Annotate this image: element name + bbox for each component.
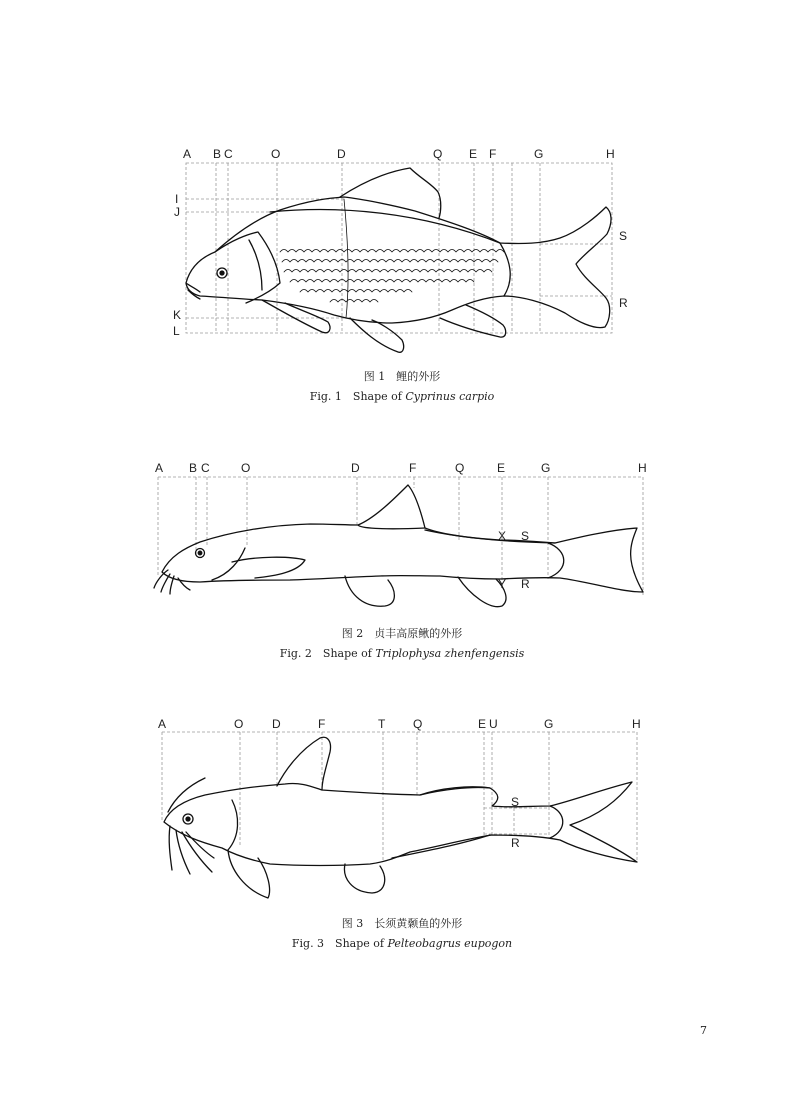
fig1-label-A: A	[183, 147, 192, 161]
fig2-measure-grid	[158, 477, 643, 595]
fig3-label-G: G	[544, 717, 554, 731]
fig2-label-F: F	[409, 461, 417, 475]
fig3-label-A: A	[158, 717, 167, 731]
fig3-label-T: T	[378, 717, 386, 731]
fig2-label-Q: Q	[455, 461, 465, 475]
catfish-pelvic-fin	[344, 864, 384, 893]
loach-barbels	[154, 570, 190, 594]
fig2-label-H: H	[638, 461, 647, 475]
fig2-label-D: D	[351, 461, 360, 475]
loach-gill-line	[212, 548, 245, 580]
fig2-label-C: C	[201, 461, 210, 475]
carp-scales	[280, 199, 504, 318]
fig2-label-E: E	[497, 461, 506, 475]
fig1-measure-grid	[186, 163, 612, 333]
fig2-label-Y: Y	[498, 577, 507, 591]
fig3-caption-cn: 图 3 长须黄颡鱼的外形	[341, 917, 463, 930]
fig3-caption-prefix: Fig. 3 Shape of	[291, 937, 388, 950]
figure-2	[154, 461, 647, 607]
fig2-caption-cn: 图 2 贞丰高原鳅的外形	[341, 627, 463, 640]
fig3-label-D: D	[272, 717, 281, 731]
fig1-label-L: L	[173, 324, 180, 338]
fig1-label-B: B	[213, 147, 222, 161]
carp-opercle-line	[249, 240, 262, 290]
fig1-species-name: Cyprinus carpio	[405, 390, 495, 403]
fig2-label-A: A	[155, 461, 164, 475]
catfish-pectoral-fin	[228, 850, 270, 898]
fig1-caption-en	[0, 390, 804, 404]
fig2-label-X: X	[498, 529, 507, 543]
fig2-label-R: R	[521, 577, 530, 591]
catfish-caudal-base	[550, 806, 563, 838]
loach-caudal-base	[548, 543, 564, 578]
carp-mouth	[186, 283, 200, 299]
loach-dorsal-fin	[358, 525, 425, 529]
fig1-label-Q: Q	[433, 147, 443, 161]
catfish-body-outline	[164, 782, 637, 866]
loach-body-outline	[162, 485, 643, 592]
loach-pupil	[198, 551, 202, 555]
fig2-caption-prefix: Fig. 2 Shape of	[279, 647, 376, 660]
fig1-label-C: C	[224, 147, 233, 161]
fig2-label-G: G	[541, 461, 551, 475]
fig1-label-K: K	[173, 308, 182, 322]
fig3-species-name: Pelteobagrus eupogon	[387, 937, 513, 950]
fig3-label-S: S	[511, 795, 520, 809]
loach-pectoral-fin	[232, 557, 305, 578]
fig1-label-H: H	[606, 147, 615, 161]
catfish-barbels	[168, 778, 214, 874]
fig1-caption-prefix: Fig. 1 Shape of	[309, 390, 406, 403]
fig1-label-G: G	[534, 147, 544, 161]
catfish-gill-line	[228, 800, 238, 850]
fig2-label-S: S	[521, 529, 530, 543]
fig2-label-B: B	[189, 461, 198, 475]
fig2-species-name: Triplophysa zhenfengensis	[375, 647, 525, 660]
figure-3	[158, 717, 641, 898]
fig3-label-Q: Q	[413, 717, 423, 731]
figure-1	[173, 147, 628, 352]
fig2-label-O: O	[241, 461, 251, 475]
fig1-label-I: I	[175, 192, 179, 206]
fig1-label-R: R	[619, 296, 628, 310]
carp-lateral-line	[270, 210, 500, 243]
fig1-label-S: S	[619, 229, 628, 243]
carp-drawing	[186, 168, 611, 352]
fig1-label-D: D	[337, 147, 346, 161]
fig3-label-R: R	[511, 836, 520, 850]
fig3-label-H: H	[632, 717, 641, 731]
fig3-caption-en	[0, 937, 804, 951]
catfish-dorsal-fin	[277, 737, 331, 790]
carp-gill-cover	[215, 232, 280, 303]
fig3-label-U: U	[489, 717, 498, 731]
fig1-label-J: J	[174, 205, 180, 219]
loach-pelvic-fin	[345, 576, 394, 606]
fig3-label-O: O	[234, 717, 244, 731]
carp-body-outline	[186, 197, 611, 328]
fig1-label-F: F	[489, 147, 497, 161]
loach-drawing	[154, 485, 643, 607]
carp-anal-fin	[440, 305, 506, 337]
carp-pupil	[220, 271, 224, 275]
loach-anal-fin	[458, 577, 506, 607]
fig2-caption-en	[0, 647, 804, 661]
carp-caudal-peduncle	[500, 243, 510, 296]
fig3-label-E: E	[478, 717, 487, 731]
fig1-label-O: O	[271, 147, 281, 161]
fig3-label-F: F	[318, 717, 326, 731]
page-number: 7	[700, 1024, 707, 1037]
catfish-pupil	[186, 817, 190, 821]
fig1-caption-cn: 图 1 鲤的外形	[363, 370, 441, 383]
fig1-label-E: E	[469, 147, 478, 161]
catfish-drawing	[164, 737, 637, 898]
